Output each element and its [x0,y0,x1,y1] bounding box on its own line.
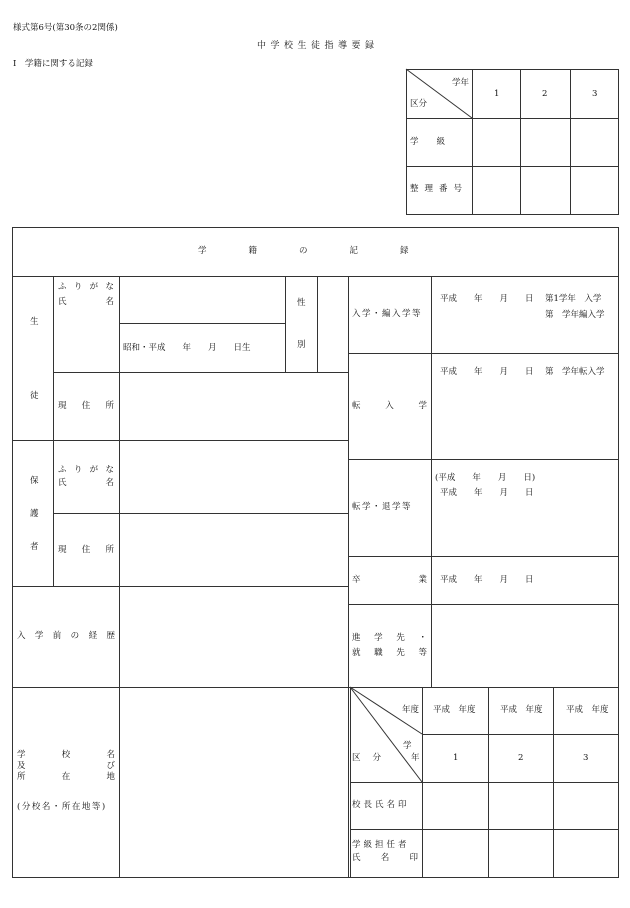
fiscal-year-3: 平成 年度 [566,705,609,715]
guardian-label: 者 [30,542,39,552]
graduation-label: 卒 業 [352,575,427,585]
bt-corner-fiscal-year: 年度 [402,705,420,715]
branch-school-label: (分校名・所在地等) [17,802,107,812]
guardian-name-label: 氏 名 [58,478,114,488]
guardian-label: 保 [30,476,39,486]
enrollment-date: 平成 年 月 日 [440,294,534,304]
student-label: 徒 [30,391,39,401]
class-year-2: 2 [542,89,548,99]
student-address-input[interactable] [121,374,346,438]
next-destination-label: 就 職 先 等 [352,648,427,658]
transfer-out-date-2: 平成 年 月 日 [440,488,534,498]
student-label: 生 [30,317,39,327]
class-year-1: 1 [494,89,500,99]
bt-corner-grade: 学 [403,741,412,751]
principal-seal-label: 校長氏名印 [352,800,410,810]
grade-3: 3 [583,753,589,763]
school-name-label: 及 び [17,761,115,771]
class-year-3: 3 [592,89,598,99]
transfer-in-grade: 第 学年転入学 [545,367,605,377]
graduation-date: 平成 年 月 日 [440,575,534,585]
number-row-label: 整理番号 [410,184,469,194]
class-row-label: 学級 [410,137,464,147]
bt-corner-category: 区分 [352,753,394,763]
section-heading: Ⅰ 学籍に関する記録 [13,59,93,69]
birth-date-field: 昭和・平成 年 月 日生 [123,343,251,353]
sex-label: 別 [297,340,306,350]
sex-label: 性 [297,298,306,308]
class-corner-category: 区分 [410,99,428,109]
grade-1: 1 [453,753,459,763]
corner-diagonal [350,687,422,782]
teacher-seal-label: 学級担任者 [352,840,410,850]
address-label: 現 住 所 [58,401,114,411]
transfer-in-label: 転 入 学 [352,401,427,411]
school-name-label: 所 在 地 [17,772,115,782]
guardian-furigana-label: ふ り が な [58,465,114,475]
transfer-out-date-1: (平成 年 月 日) [435,473,536,483]
student-name-input[interactable] [121,278,283,322]
enrollment-label: 入学・編入学等 [352,309,423,319]
enrollment-grade: 第1学年 入学 [545,294,602,304]
next-destination-label: 進 学 先 ・ [352,633,427,643]
transfer-in-date: 平成 年 月 日 [440,367,534,377]
corner-diagonal [406,69,472,118]
form-number: 様式第6号(第30条の2関係) [13,23,118,33]
enrollment-transfer-grade: 第 学年編入学 [545,310,605,320]
bt-corner-grade-2: 年 [411,753,420,763]
prior-history-label: 入 学 前 の 経 歴 [17,631,115,641]
school-name-label: 学 校 名 [17,750,115,760]
guardian-address-label: 現 住 所 [58,545,114,555]
teacher-seal-label: 氏 名 印 [352,853,418,863]
page-title: 中学校生徒指導要録 [257,41,379,51]
transfer-out-label: 転学・退学等 [352,502,413,512]
fiscal-year-1: 平成 年度 [433,705,476,715]
guardian-label: 護 [30,509,39,519]
fiscal-year-2: 平成 年度 [500,705,543,715]
furigana-label: ふ り が な [58,282,114,292]
grade-2: 2 [518,753,524,763]
record-title: 学籍の記録 [198,246,451,256]
class-corner-year: 学年 [452,78,470,88]
name-label: 氏 名 [58,297,114,307]
